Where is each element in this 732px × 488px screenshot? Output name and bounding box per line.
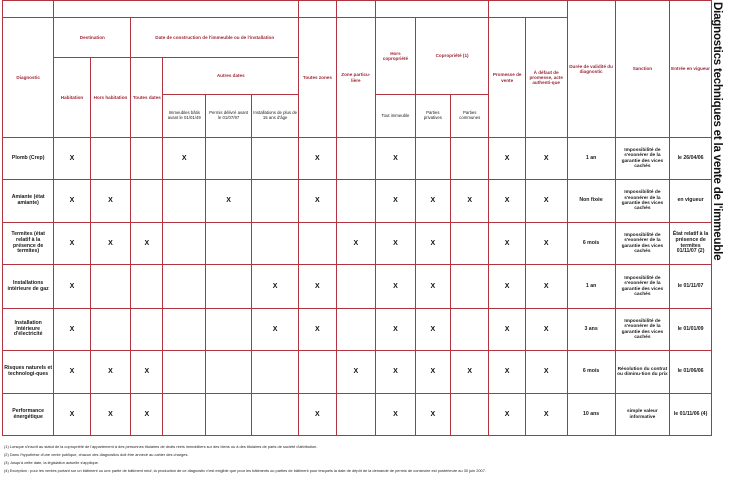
mark-cell <box>163 309 206 351</box>
table-row <box>3 180 712 223</box>
mark-cell: X <box>54 394 90 436</box>
mark-cell <box>131 309 163 351</box>
mark-cell <box>252 180 299 223</box>
table-row <box>3 223 712 265</box>
page-title-vertical <box>708 2 732 261</box>
mark-cell: X <box>299 265 336 309</box>
mark-cell: X <box>525 180 567 223</box>
mark-cell: X <box>299 138 336 180</box>
mark-cell <box>252 138 299 180</box>
header-habitation: Habitation <box>54 58 90 138</box>
header-permis-1997: Permis délivré avant le 01/07/97 <box>206 95 252 138</box>
mark-cell: X <box>54 351 90 394</box>
header-spacer-2 <box>54 1 299 18</box>
mark-cell: X <box>299 180 336 223</box>
mark-cell: X <box>525 351 567 394</box>
vigueur-cell: le 01/11/06 (4) <box>670 394 712 436</box>
mark-cell <box>206 265 252 309</box>
mark-cell <box>336 309 376 351</box>
mark-cell: X <box>131 351 163 394</box>
duree-cell: 1 an <box>567 138 615 180</box>
mark-cell: X <box>376 180 416 223</box>
mark-cell: X <box>206 180 252 223</box>
vigueur-cell: le 01/01/09 <box>670 309 712 351</box>
mark-cell: X <box>336 351 376 394</box>
header-spacer-5 <box>376 1 489 18</box>
mark-cell: X <box>525 394 567 436</box>
mark-cell: X <box>415 351 450 394</box>
header-sanction: Sanction <box>615 1 670 138</box>
mark-cell <box>450 138 488 180</box>
mark-cell: X <box>376 351 416 394</box>
footnote: (2) Dans l'hypothèse d'une vente publique, chacun des diagnostics doit être annexé au cahier des charges. <box>4 452 189 457</box>
mark-cell <box>206 351 252 394</box>
mark-cell: X <box>252 309 299 351</box>
diagnostics-table <box>2 0 712 436</box>
mark-cell: X <box>450 180 488 223</box>
mark-cell: X <box>54 265 90 309</box>
footnote: (3) Jusqu'à cette date, la législation actuelle s'applique. <box>4 460 99 465</box>
mark-cell: X <box>450 351 488 394</box>
mark-cell <box>163 223 206 265</box>
mark-cell <box>163 351 206 394</box>
mark-cell <box>206 138 252 180</box>
header-toutes-dates: Toutes dates <box>131 58 163 138</box>
mark-cell: X <box>489 223 525 265</box>
header-zone-particuliere: Zone particu-lière <box>336 18 376 138</box>
mark-cell <box>252 223 299 265</box>
mark-cell <box>336 265 376 309</box>
header-date-construction: Date de construction de l'immeuble ou de l'installation <box>131 18 299 58</box>
table-row <box>3 351 712 394</box>
mark-cell: X <box>415 223 450 265</box>
header-toutes-zones: Toutes zones <box>299 18 336 138</box>
mark-cell: X <box>336 223 376 265</box>
mark-cell <box>131 265 163 309</box>
sanction-cell: Impossibilité de s'exonérer de la garantie des vices cachés <box>615 223 670 265</box>
duree-cell: 1 an <box>567 265 615 309</box>
mark-cell: X <box>415 265 450 309</box>
mark-cell: X <box>489 394 525 436</box>
mark-cell <box>415 138 450 180</box>
header-entree-vigueur: Entrée en vigueur <box>670 1 712 138</box>
vigueur-cell: le 01/11/07 <box>670 265 712 309</box>
mark-cell <box>206 309 252 351</box>
mark-cell: X <box>90 394 131 436</box>
mark-cell: X <box>525 223 567 265</box>
mark-cell <box>336 138 376 180</box>
mark-cell: X <box>376 309 416 351</box>
mark-cell: X <box>376 138 416 180</box>
table-row <box>3 309 712 351</box>
header-duree-validite: Durée de validité du diagnostic <box>567 1 615 138</box>
mark-cell: X <box>376 223 416 265</box>
header-spacer-4 <box>336 1 376 18</box>
duree-cell: 6 mois <box>567 223 615 265</box>
row-label: Installations intérieure de gaz <box>3 265 54 309</box>
vigueur-cell: État relatif à la présence de termites 01/11/07 (2) <box>670 223 712 265</box>
header-diagnostic: Diagnostic <box>3 18 54 138</box>
mark-cell: X <box>489 309 525 351</box>
mark-cell <box>450 394 488 436</box>
mark-cell <box>299 223 336 265</box>
row-label: Performance énergétique <box>3 394 54 436</box>
vigueur-cell: en vigueur <box>670 180 712 223</box>
mark-cell: X <box>90 180 131 223</box>
mark-cell: X <box>376 394 416 436</box>
mark-cell <box>206 394 252 436</box>
header-parties-privatives: Parties privatives <box>415 95 450 138</box>
header-installations-15ans: Installations de plus de 15 ans d'âge <box>252 95 299 138</box>
header-spacer-3 <box>299 1 336 18</box>
mark-cell: X <box>54 138 90 180</box>
header-spacer-6 <box>489 1 567 18</box>
duree-cell: 10 ans <box>567 394 615 436</box>
mark-cell: X <box>525 265 567 309</box>
sanction-cell: simple valeur informative <box>615 394 670 436</box>
vigueur-cell: le 26/04/06 <box>670 138 712 180</box>
mark-cell <box>336 394 376 436</box>
sanction-cell: Impossibilité de s'exonérer de la garantie des vices cachés <box>615 180 670 223</box>
mark-cell: X <box>131 394 163 436</box>
header-spacer-1 <box>3 1 54 18</box>
sanction-cell: Impossibilité de s'exonérer de la garantie des vices cachés <box>615 309 670 351</box>
mark-cell: X <box>299 309 336 351</box>
header-promesse-vente: Promesse de vente <box>489 18 525 138</box>
mark-cell <box>206 223 252 265</box>
mark-cell: X <box>489 265 525 309</box>
mark-cell: X <box>415 180 450 223</box>
vigueur-cell: le 01/06/06 <box>670 351 712 394</box>
header-parties-communes: Parties communes <box>450 95 488 138</box>
mark-cell <box>299 351 336 394</box>
row-label: Risques naturels et technologi-ques <box>3 351 54 394</box>
mark-cell <box>163 180 206 223</box>
header-hors-habitation: Hors habitation <box>90 58 131 138</box>
diagnostics-table-frame <box>2 0 712 486</box>
mark-cell <box>336 180 376 223</box>
footnote: (1) Lorsque s'inscrit au statut de la copropriété de l'appartement à des personnes titulaires de droits réels immobiliers sur des biens ou à des titulaires de parts de société d'attribution. <box>4 444 318 449</box>
mark-cell: X <box>376 265 416 309</box>
header-destination: Destination <box>54 18 131 58</box>
sanction-cell: Impossibilité de s'exonérer de la garantie des vices cachés <box>615 265 670 309</box>
mark-cell <box>163 394 206 436</box>
footnotes <box>4 443 710 475</box>
mark-cell: X <box>54 223 90 265</box>
mark-cell: X <box>54 180 90 223</box>
table-row <box>3 138 712 180</box>
mark-cell <box>90 309 131 351</box>
row-label: Termites (état relatif à la présence de termites) <box>3 223 54 265</box>
mark-cell: X <box>489 351 525 394</box>
mark-cell: X <box>90 223 131 265</box>
mark-cell: X <box>299 394 336 436</box>
table-row <box>3 394 712 436</box>
mark-cell: X <box>90 351 131 394</box>
mark-cell: X <box>163 138 206 180</box>
mark-cell: X <box>54 309 90 351</box>
sanction-cell: Impossibilité de s'exonérer de la garantie des vices cachés <box>615 138 670 180</box>
table-row <box>3 265 712 309</box>
mark-cell: X <box>415 394 450 436</box>
mark-cell: X <box>525 138 567 180</box>
header-defaut-promesse: À défaut de promesse, acte authenti-que <box>525 18 567 138</box>
row-label: Installation intérieure d'électricité <box>3 309 54 351</box>
row-label: Amiante (état amiante) <box>3 180 54 223</box>
mark-cell <box>450 309 488 351</box>
header-copropriete: Copropriété (1) <box>415 18 489 95</box>
mark-cell <box>450 265 488 309</box>
duree-cell: Non fixée <box>567 180 615 223</box>
mark-cell <box>131 138 163 180</box>
mark-cell: X <box>489 180 525 223</box>
mark-cell: X <box>415 309 450 351</box>
header-hors-copropriete: Hors copropriété <box>376 18 416 95</box>
mark-cell: X <box>525 309 567 351</box>
sanction-cell: Résolution du contrat ou diminu-tion du prix <box>615 351 670 394</box>
row-label: Plomb (Crep) <box>3 138 54 180</box>
header-immeubles-1949: Immeubles bâtis avant le 01/01/49 <box>163 95 206 138</box>
header-autres-dates: Autres dates <box>163 58 299 95</box>
duree-cell: 3 ans <box>567 309 615 351</box>
mark-cell: X <box>131 223 163 265</box>
duree-cell: 6 mois <box>567 351 615 394</box>
footnote: (4) Exception : pour les ventes portant sur un bâtiment ou une partie de bâtiment neuf, la production de ce diagnostic n'est exigible que pour les bâtiments ou parties de bâtiment pour lesquels la date de dépôt de la demande de permis de construire est postérieure au 30 juin 2007. <box>4 468 486 473</box>
header-tout-immeuble: Tout immeuble <box>376 95 416 138</box>
mark-cell <box>131 180 163 223</box>
mark-cell <box>90 265 131 309</box>
mark-cell: X <box>252 265 299 309</box>
mark-cell <box>252 394 299 436</box>
mark-cell <box>163 265 206 309</box>
mark-cell <box>90 138 131 180</box>
page-title: Diagnostics techniques et la vente de l'immeuble <box>711 2 723 261</box>
mark-cell <box>252 351 299 394</box>
mark-cell: X <box>489 138 525 180</box>
mark-cell <box>450 223 488 265</box>
